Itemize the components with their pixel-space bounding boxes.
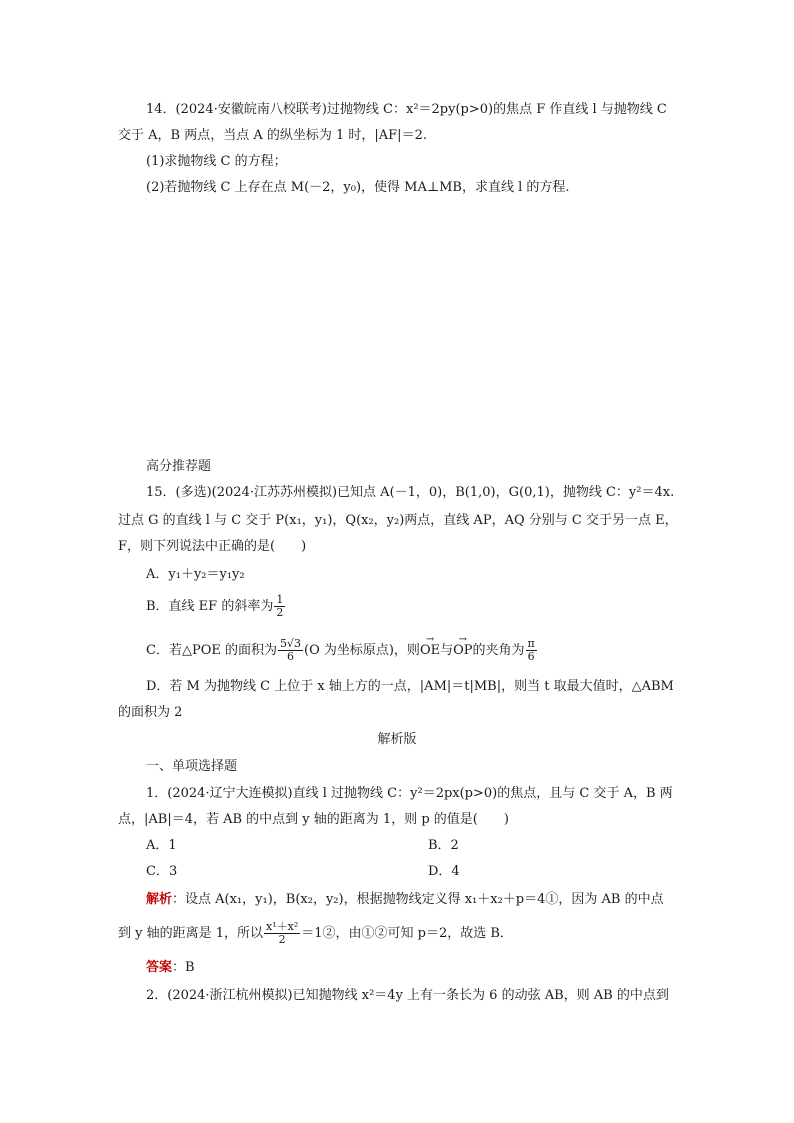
fraction-numerator: π	[527, 637, 535, 650]
q1-line1: 1．(2024·辽宁大连模拟)直线 l 过抛物线 C：y²＝2px(p>0)的焦点，且与 C 交于 A，B 两	[146, 786, 673, 801]
fraction	[274, 594, 285, 619]
fraction	[526, 638, 537, 663]
q15-option-b-text: B．直线 EF 的斜率为	[146, 599, 274, 614]
fraction-numerator: x¹＋x²	[266, 920, 299, 933]
solution-label: 解析	[146, 892, 173, 907]
q15-option-c	[146, 638, 538, 663]
q15-option-d-line1: D．若 M 为抛物线 C 上位于 x 轴上方的一点，|AM|＝t|MB|，则当 t 取最大值时，△ABM	[146, 679, 674, 694]
section-heading-single-choice: 一、单项选择题	[146, 759, 238, 774]
fraction-denominator: 2	[276, 606, 284, 619]
vector-oe: → OE	[420, 642, 440, 660]
answer-label: 答案	[146, 960, 173, 975]
q1-option-c: C．3	[146, 864, 178, 879]
answer-title: 解析版	[377, 732, 417, 747]
solution-text: ＝1②，由①②可知 p＝2，故选 B．	[301, 926, 513, 941]
answer-value: ：B	[172, 960, 195, 975]
q15-option-c-text: C．若△POE 的面积为	[146, 643, 277, 658]
q15-line2: 过点 G 的直线 l 与 C 交于 P(x₁，y₁)，Q(x₂，y₂)两点，直线 AP，AQ 分别与 C 交于另一点 E，	[118, 513, 678, 528]
q15-option-c-mid: (O 为坐标原点)，则	[304, 643, 420, 658]
q14-part1: (1)求抛物线 C 的方程；	[146, 154, 287, 169]
vector-op: → OP	[453, 642, 472, 660]
fraction-denominator: 6	[527, 650, 535, 663]
fraction-numerator: 1	[276, 593, 284, 606]
q1-option-d: D．4	[428, 864, 460, 879]
q1-line2: 点，|AB|＝4，若 AB 的中点到 y 轴的距离为 1，则 p 的值是( )	[118, 812, 509, 827]
q14-line1: 14．(2024·安徽皖南八校联考)过抛物线 C：x²＝2py(p>0)的焦点 F 作直线 l 与抛物线 C	[146, 102, 667, 117]
q15-option-a: A．y₁＋y₂＝y₁y₂	[146, 567, 245, 582]
q2-line1: 2．(2024·浙江杭州模拟)已知抛物线 x²＝4y 上有一条长为 6 的动弦 AB，则 AB 的中点到	[146, 988, 669, 1003]
q1-option-b: B．2	[428, 838, 459, 853]
q1-option-a: A．1	[146, 838, 177, 853]
q15-option-c-angle-text: 的夹角为	[472, 643, 525, 658]
q15-line1: 15．(多选)(2024·江苏苏州模拟)已知点 A(－1，0)，B(1,0)，G(0,1)，抛物线 C：y²＝4x.	[146, 485, 675, 500]
q1-solution-line1	[146, 891, 664, 909]
q1-solution-line2	[118, 921, 513, 946]
q14-line2: 交于 A，B 两点，当点 A 的纵坐标为 1 时，|AF|＝2.	[118, 128, 427, 143]
q15-option-c-with: 与	[440, 643, 454, 658]
section-heading-high: 高分推荐题	[146, 459, 212, 474]
fraction-numerator: 5√3	[279, 637, 301, 650]
fraction-denominator: 2	[278, 933, 286, 946]
q1-answer	[146, 959, 195, 977]
q15-line3: F，则下列说法中正确的是( )	[118, 539, 307, 554]
fraction-denominator: 6	[286, 650, 294, 663]
q14-part2: (2)若抛物线 C 上存在点 M(－2，y₀)，使得 MA⊥MB，求直线 l 的方程.	[146, 180, 570, 195]
fraction	[278, 638, 303, 663]
solution-text: ：设点 A(x₁，y₁)，B(x₂，y₂)，根据抛物线定义得 x₁＋x₂＋p＝4①，因为 AB 的中点	[172, 892, 664, 907]
q15-option-b	[146, 594, 286, 619]
fraction	[264, 921, 300, 946]
q15-option-d-line2: 的面积为 2	[118, 705, 183, 720]
solution-text: 到 y 轴的距离是 1，所以	[118, 926, 264, 941]
